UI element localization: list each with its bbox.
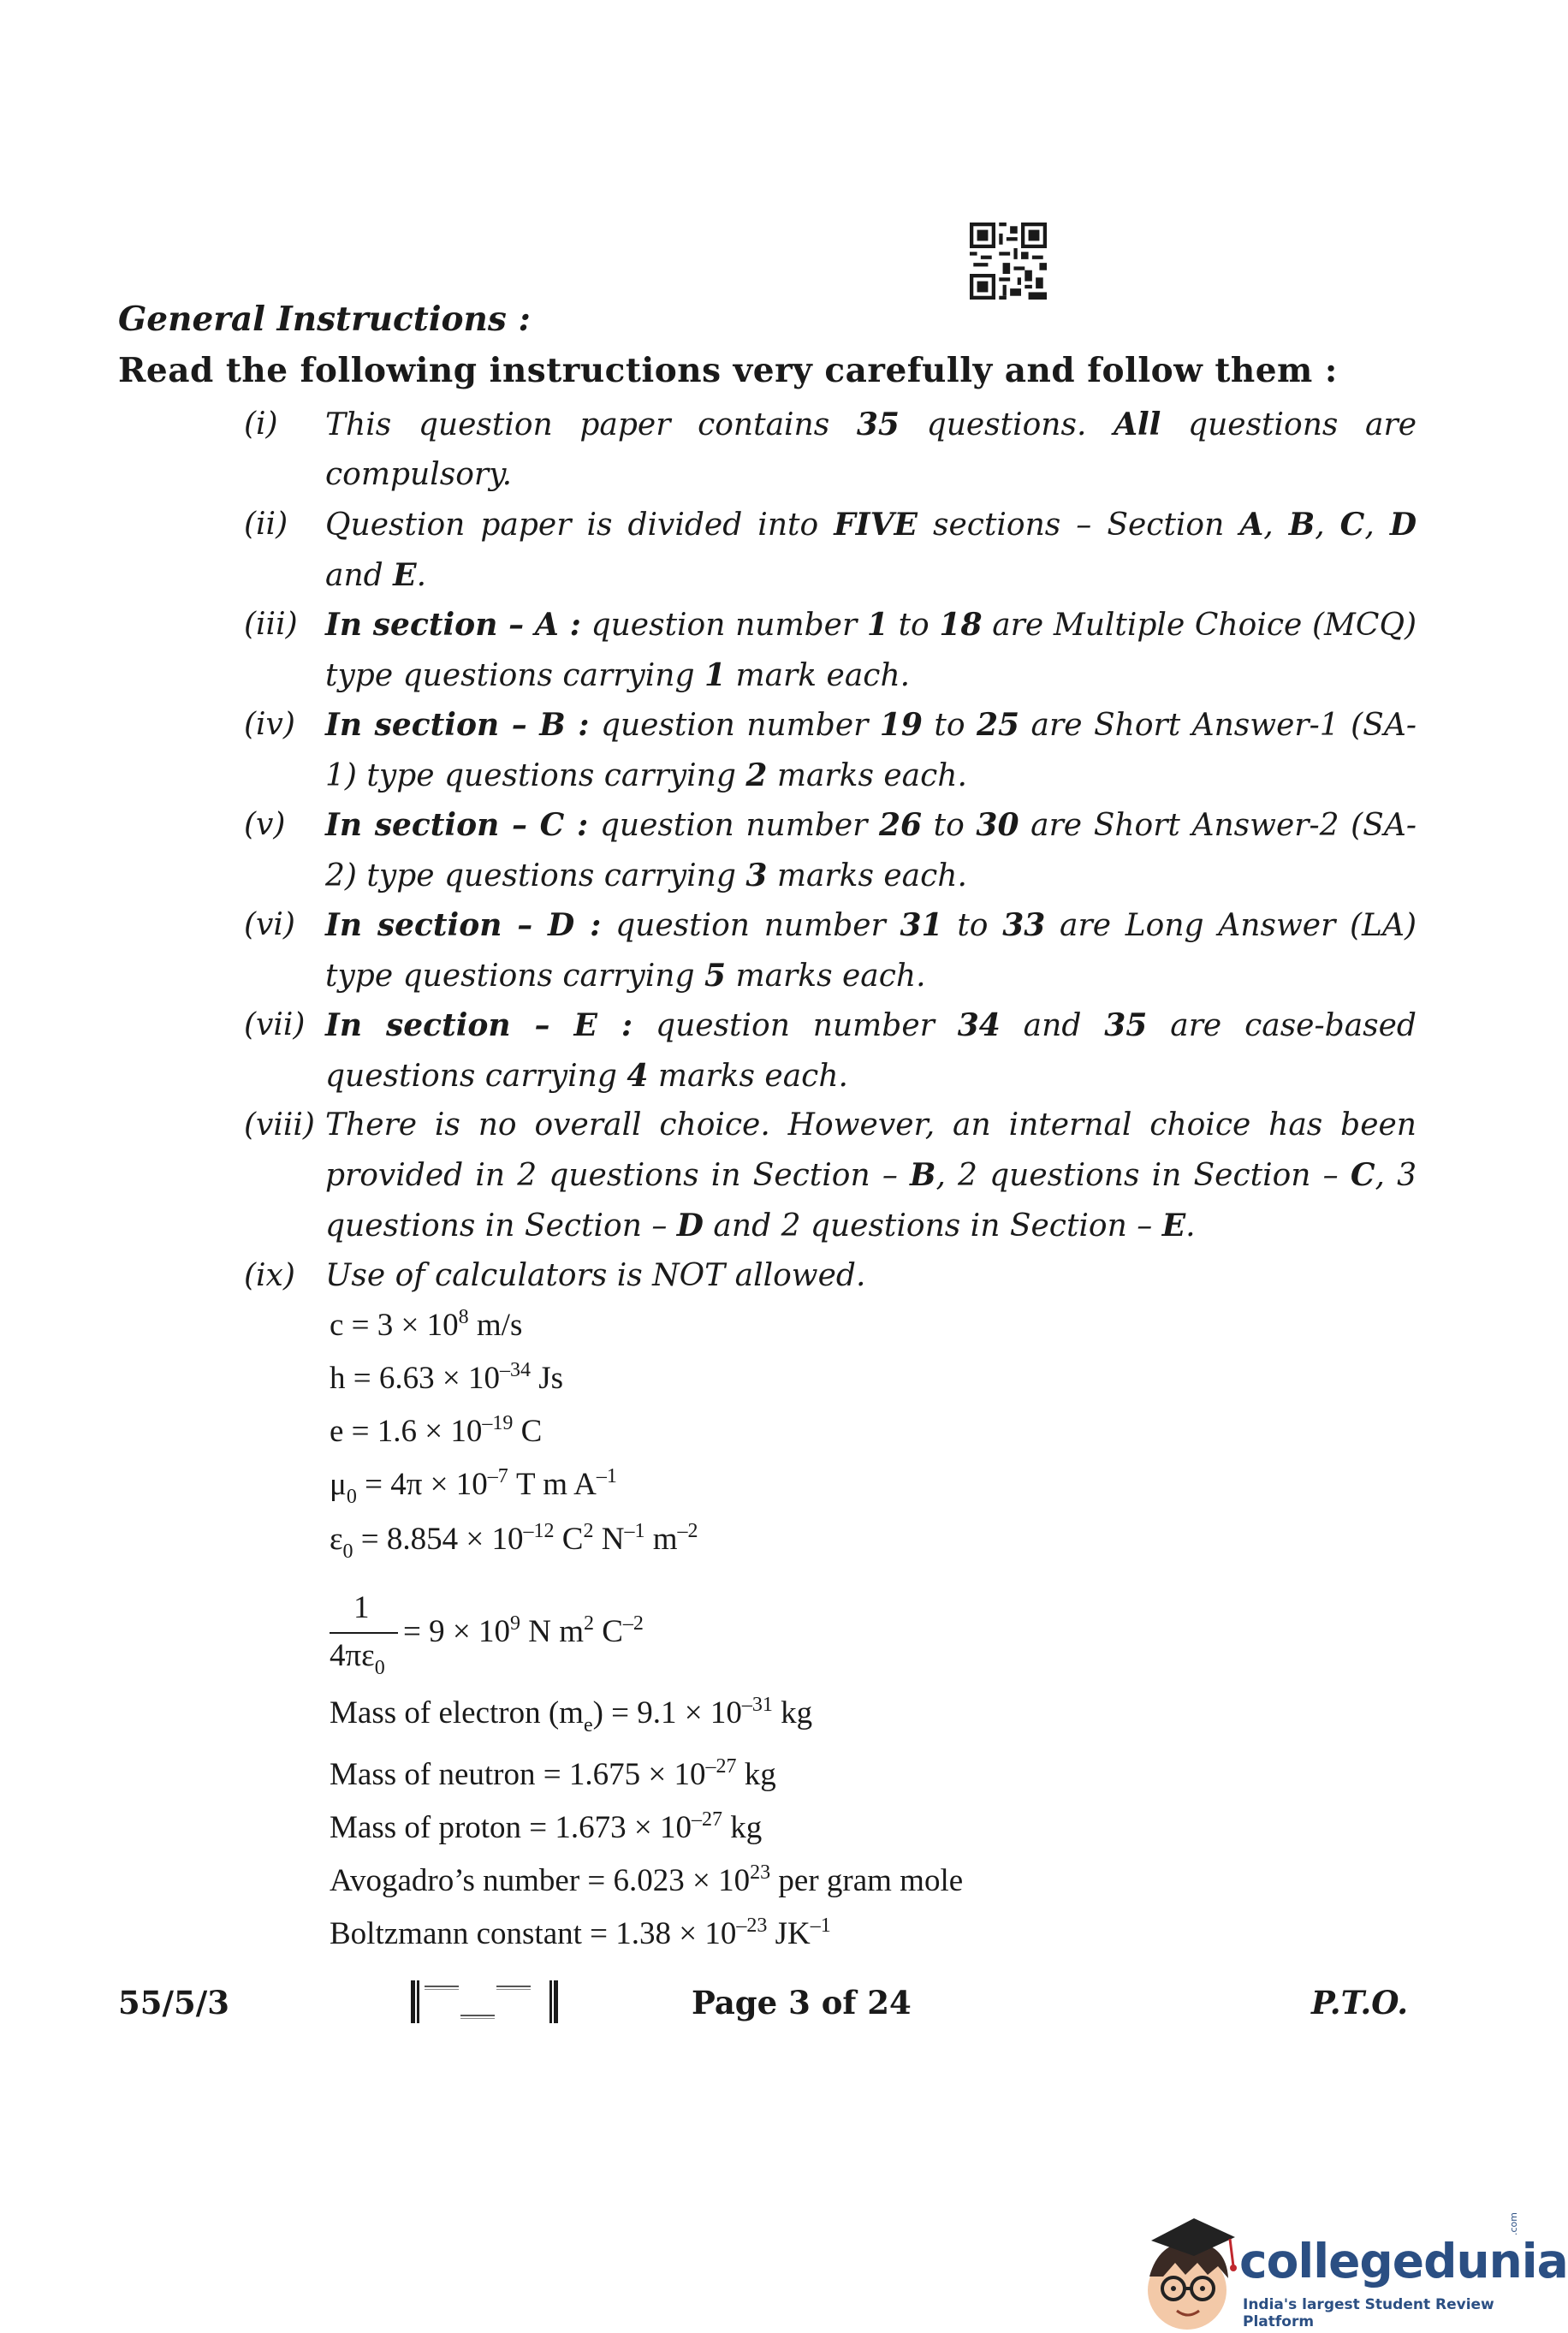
- instruction-emphasis: In section – C :: [325, 807, 589, 843]
- instruction-fragment: and: [1000, 1008, 1105, 1043]
- instruction-fragment: question number: [580, 608, 867, 643]
- instruction-emphasis: 25: [976, 707, 1020, 743]
- instruction-emphasis: In section – E :: [325, 1007, 633, 1043]
- instruction-emphasis: 35: [1104, 1007, 1148, 1043]
- instruction-emphasis: 2: [745, 757, 768, 793]
- instruction-emphasis: 19: [879, 707, 923, 743]
- instruction-fragment: ,: [1364, 508, 1390, 543]
- instruction-emphasis: C: [1350, 1157, 1375, 1193]
- instruction-emphasis: 26: [878, 807, 923, 843]
- instruction-text: [325, 600, 1417, 701]
- instructions-title: General Instructions :: [118, 300, 531, 339]
- instruction-emphasis: 31: [900, 907, 943, 943]
- instruction-fragment: This question paper contains: [325, 407, 857, 442]
- instruction-number: (viii): [244, 1107, 315, 1143]
- paper-code: 55/5/3: [118, 1984, 230, 2021]
- instruction-fragment: question number: [589, 708, 880, 743]
- brand-tagline: India's largest Student Review Platform: [1243, 2296, 1494, 2330]
- instruction-text: [325, 1101, 1417, 1251]
- instruction-emphasis: D: [1389, 507, 1417, 543]
- instruction-number: (ix): [244, 1258, 295, 1293]
- instruction-text: [325, 400, 1417, 500]
- instruction-emphasis: 34: [957, 1007, 1001, 1043]
- instruction-fragment: to: [922, 808, 977, 843]
- brand-suffix: .com: [1508, 2212, 1519, 2235]
- instruction-fragment: marks each.: [767, 758, 967, 793]
- instruction-fragment: ,: [1315, 508, 1340, 543]
- brand-name: collegedunia: [1239, 2234, 1568, 2288]
- instruction-fragment: marks each.: [767, 858, 967, 893]
- barcode-icon: [411, 1977, 561, 2027]
- instruction-fragment: .: [1185, 1208, 1196, 1244]
- constant-avogadro: Avogadro’s number = $6.023 \times 10^{23}$ per gram mole: [330, 1861, 964, 1898]
- constant-speed-of-light: $c = 3 \times 10^8$ m/s: [330, 1306, 523, 1343]
- instruction-number: (iv): [244, 707, 295, 742]
- instruction-fragment: are case-based questions carrying: [325, 1008, 1417, 1094]
- instruction-text: [325, 900, 1417, 1001]
- instruction-emphasis: 1: [704, 657, 726, 693]
- instruction-fragment: to: [888, 608, 940, 643]
- instruction-emphasis: 5: [704, 958, 726, 994]
- qr-code-icon: [970, 223, 1047, 300]
- instruction-fragment: , 3 questions in Section –: [325, 1158, 1417, 1244]
- instruction-emphasis: 33: [1002, 907, 1046, 943]
- instruction-fragment: question number: [633, 1008, 958, 1043]
- instruction-number: (vii): [244, 1007, 306, 1042]
- constant-neutron-mass: Mass of neutron = $1.675 \times 10^{-27}$ kg: [330, 1755, 776, 1792]
- instruction-number: (ii): [244, 507, 288, 542]
- instruction-emphasis: B: [1288, 507, 1316, 543]
- constant-planck: $h = 6.63 \times 10^{-34}$ Js: [330, 1359, 564, 1396]
- instruction-emphasis: 1: [866, 607, 888, 643]
- instruction-text: [325, 500, 1417, 601]
- instruction-emphasis: E: [393, 557, 417, 593]
- constant-boltzmann: Boltzmann constant = $1.38 \times 10^{-23}$ $JK^{-1}$: [330, 1914, 831, 1951]
- instruction-fragment: Use of calculators is NOT allowed.: [325, 1258, 866, 1293]
- instruction-fragment: question number: [601, 908, 900, 943]
- instruction-fragment: marks each.: [648, 1059, 848, 1094]
- page-number: Page 3 of 24: [692, 1984, 912, 2021]
- instruction-emphasis: All: [1114, 407, 1161, 442]
- fraction-numerator: 1: [353, 1590, 370, 1625]
- instruction-fragment: marks each.: [726, 959, 926, 994]
- instruction-fragment: questions.: [899, 407, 1114, 442]
- instruction-emphasis: 4: [627, 1058, 649, 1094]
- instruction-text: [325, 800, 1417, 901]
- instruction-fragment: .: [416, 558, 427, 593]
- instruction-number: (vi): [244, 907, 295, 942]
- instruction-fragment: question number: [588, 808, 879, 843]
- instruction-number: (iii): [244, 607, 298, 642]
- instruction-fragment: are Short Answer-1 (SA-1) type questions carrying: [325, 708, 1417, 793]
- fraction-rhs: = $9 \times 10^9$ N $m^2$ $C^{-2}$: [403, 1612, 644, 1649]
- instruction-fragment: and: [325, 558, 394, 593]
- constant-electron-mass: Mass of electron $(m_e) = 9.1 \times 10^{-31}$ kg: [330, 1694, 813, 1736]
- pto-label: P.T.O.: [1311, 1984, 1409, 2021]
- instruction-fragment: , 2 questions in Section –: [935, 1158, 1351, 1193]
- instruction-fragment: mark each.: [726, 658, 911, 693]
- instruction-emphasis: In section – B :: [325, 707, 590, 743]
- instruction-fragment: ,: [1263, 508, 1289, 543]
- instruction-text: [325, 1251, 1417, 1301]
- instruction-emphasis: D: [676, 1208, 704, 1244]
- instruction-fragment: to: [922, 708, 977, 743]
- instruction-fragment: are Multiple Choice (MCQ) type questions carrying: [325, 608, 1417, 693]
- constant-proton-mass: Mass of proton = $1.673 \times 10^{-27}$ kg: [330, 1808, 763, 1845]
- fraction-bar: [330, 1632, 398, 1634]
- instruction-emphasis: 30: [976, 807, 1019, 843]
- instruction-number: (i): [244, 407, 278, 442]
- instruction-fragment: sections – Section: [917, 508, 1240, 543]
- constant-epsilon0: $\varepsilon_0 = 8.854 \times 10^{-12}$ $C^2$ $N^{-1}$ $m^{-2}$: [330, 1520, 698, 1563]
- instruction-emphasis: In section – D :: [325, 907, 602, 943]
- instruction-emphasis: 3: [745, 858, 768, 893]
- instruction-fragment: questions are compulsory.: [325, 407, 1417, 492]
- instruction-fragment: Question paper is divided into: [325, 508, 834, 543]
- instruction-number: (v): [244, 807, 286, 842]
- instruction-emphasis: E: [1161, 1208, 1186, 1244]
- instruction-fragment: There is no overall choice. However, an internal choice has been provided in 2 questions in Section –: [325, 1107, 1417, 1193]
- instruction-emphasis: In section – A :: [325, 607, 581, 643]
- instructions-subtitle: Read the following instructions very carefully and follow them :: [118, 351, 1338, 390]
- instruction-fragment: are Short Answer-2 (SA-2) type questions carrying: [325, 808, 1417, 893]
- constant-electron-charge: $e = 1.6 \times 10^{-19}$ C: [330, 1412, 543, 1449]
- fraction-denominator: $4\pi\varepsilon_0$: [330, 1638, 385, 1679]
- instruction-emphasis: 18: [939, 607, 983, 643]
- instruction-emphasis: B: [910, 1157, 936, 1193]
- constant-mu0: $\mu_0 = 4\pi \times 10^{-7}$ T m $A^{-1}$: [330, 1465, 617, 1508]
- instruction-emphasis: A: [1239, 507, 1264, 543]
- instruction-emphasis: 35: [856, 407, 900, 442]
- instruction-fragment: are Long Answer (LA) type questions carrying: [325, 908, 1417, 994]
- instruction-text: [325, 700, 1417, 801]
- instruction-emphasis: FIVE: [834, 507, 918, 543]
- instruction-fragment: and 2 questions in Section –: [703, 1208, 1162, 1244]
- instruction-text: [325, 1000, 1417, 1101]
- instruction-fragment: to: [942, 908, 1003, 943]
- instruction-emphasis: C: [1339, 507, 1365, 543]
